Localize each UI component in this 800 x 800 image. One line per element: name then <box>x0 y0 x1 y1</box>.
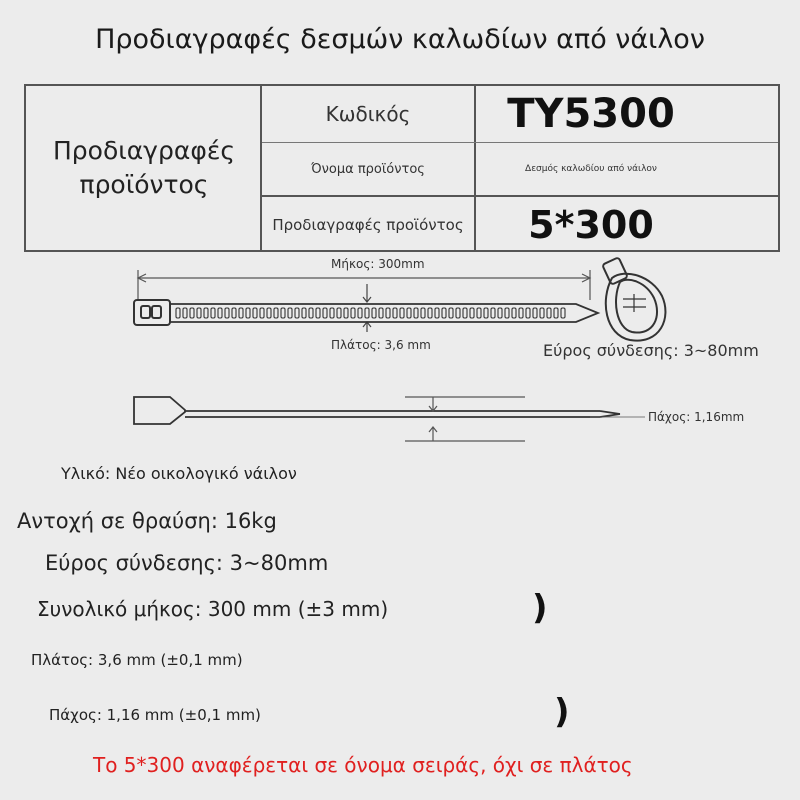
thickness-dimension <box>405 397 645 441</box>
tie-tooth <box>491 308 495 318</box>
product-spec-key: Προδιαγραφές προϊόντος <box>272 215 464 234</box>
tie-tooth <box>428 308 432 318</box>
length-dimension <box>138 270 590 300</box>
tie-tooth <box>505 308 509 318</box>
tie-tooth <box>386 308 390 318</box>
tie-tooth <box>288 308 292 318</box>
tie-head <box>134 300 170 325</box>
tie-tooth <box>239 308 243 318</box>
tie-tooth <box>267 308 271 318</box>
tie-tooth <box>456 308 460 318</box>
tie-teeth <box>176 308 565 318</box>
tie-tooth <box>435 308 439 318</box>
thickness-spec: Πάχος: 1,16 mm (±0,1 mm) <box>49 706 261 724</box>
tie-tooth <box>484 308 488 318</box>
tie-tooth <box>316 308 320 318</box>
tie-tooth <box>400 308 404 318</box>
tie-tooth <box>393 308 397 318</box>
tie-tooth <box>330 308 334 318</box>
tie-tooth <box>260 308 264 318</box>
tie-tooth <box>554 308 558 318</box>
tie-tooth <box>407 308 411 318</box>
tie-tooth <box>295 308 299 318</box>
tie-tooth <box>372 308 376 318</box>
tie-tooth <box>365 308 369 318</box>
section-label: Προδιαγραφές προϊόντος <box>52 136 236 199</box>
series-note: Το 5*300 αναφέρεται σε όνομα σειράς, όχι σε πλάτος <box>93 753 633 777</box>
bracket-mark: ) <box>532 588 548 628</box>
tie-tooth <box>547 308 551 318</box>
tie-tooth <box>274 308 278 318</box>
code-key: Κωδικός <box>325 102 411 126</box>
tie-strap <box>170 304 598 322</box>
tie-tooth <box>323 308 327 318</box>
tie-tooth <box>442 308 446 318</box>
tie-tooth <box>414 308 418 318</box>
page-title: Προδιαγραφές δεσμών καλωδίων από νάιλον <box>95 24 705 55</box>
tie-tooth <box>379 308 383 318</box>
tie-tooth <box>309 308 313 318</box>
tie-tooth <box>561 308 565 318</box>
product-spec-value: 5*300 <box>528 202 654 247</box>
length-label: Μήκος: 300mm <box>331 257 425 271</box>
tie-tooth <box>477 308 481 318</box>
product-name-value: Δεσμός καλωδίου από νάιλον <box>525 164 657 174</box>
tie-tooth <box>463 308 467 318</box>
tie-tooth <box>498 308 502 318</box>
tensile-spec: Αντοχή σε θραύση: 16kg <box>17 509 277 533</box>
product-name-key: Όνομα προϊόντος <box>311 161 425 177</box>
tie-tooth <box>533 308 537 318</box>
tie-tooth <box>246 308 250 318</box>
tie-tooth <box>519 308 523 318</box>
width-spec: Πλάτος: 3,6 mm (±0,1 mm) <box>31 651 243 669</box>
thickness-label: Πάχος: 1,16mm <box>648 410 745 424</box>
loop-icon <box>602 257 665 340</box>
tie-tooth <box>211 308 215 318</box>
length-spec: Συνολικό μήκος: 300 mm (±3 mm) <box>37 597 389 621</box>
tie-tooth <box>337 308 341 318</box>
tie-tooth <box>197 308 201 318</box>
range-label: Εύρος σύνδεσης: 3~80mm <box>543 341 759 360</box>
side-view <box>134 397 620 424</box>
tie-tooth <box>540 308 544 318</box>
range-spec: Εύρος σύνδεσης: 3~80mm <box>45 551 329 575</box>
tie-tooth <box>358 308 362 318</box>
width-label: Πλάτος: 3,6 mm <box>331 338 431 352</box>
code-value: TY5300 <box>507 91 675 137</box>
tie-tooth <box>225 308 229 318</box>
tie-tooth <box>281 308 285 318</box>
tie-tooth <box>253 308 257 318</box>
tie-tooth <box>302 308 306 318</box>
tie-tooth <box>421 308 425 318</box>
tie-tooth <box>218 308 222 318</box>
tie-tooth <box>183 308 187 318</box>
tie-tooth <box>470 308 474 318</box>
material-spec: Υλικό: Νέο οικολογικό νάιλον <box>61 464 297 483</box>
bracket-mark: ) <box>554 692 570 732</box>
tie-tooth <box>351 308 355 318</box>
tie-tooth <box>204 308 208 318</box>
tie-tooth <box>190 308 194 318</box>
tie-tooth <box>449 308 453 318</box>
tie-tooth <box>512 308 516 318</box>
tie-tooth <box>344 308 348 318</box>
tie-tooth <box>176 308 180 318</box>
tie-tooth <box>232 308 236 318</box>
tie-tooth <box>526 308 530 318</box>
